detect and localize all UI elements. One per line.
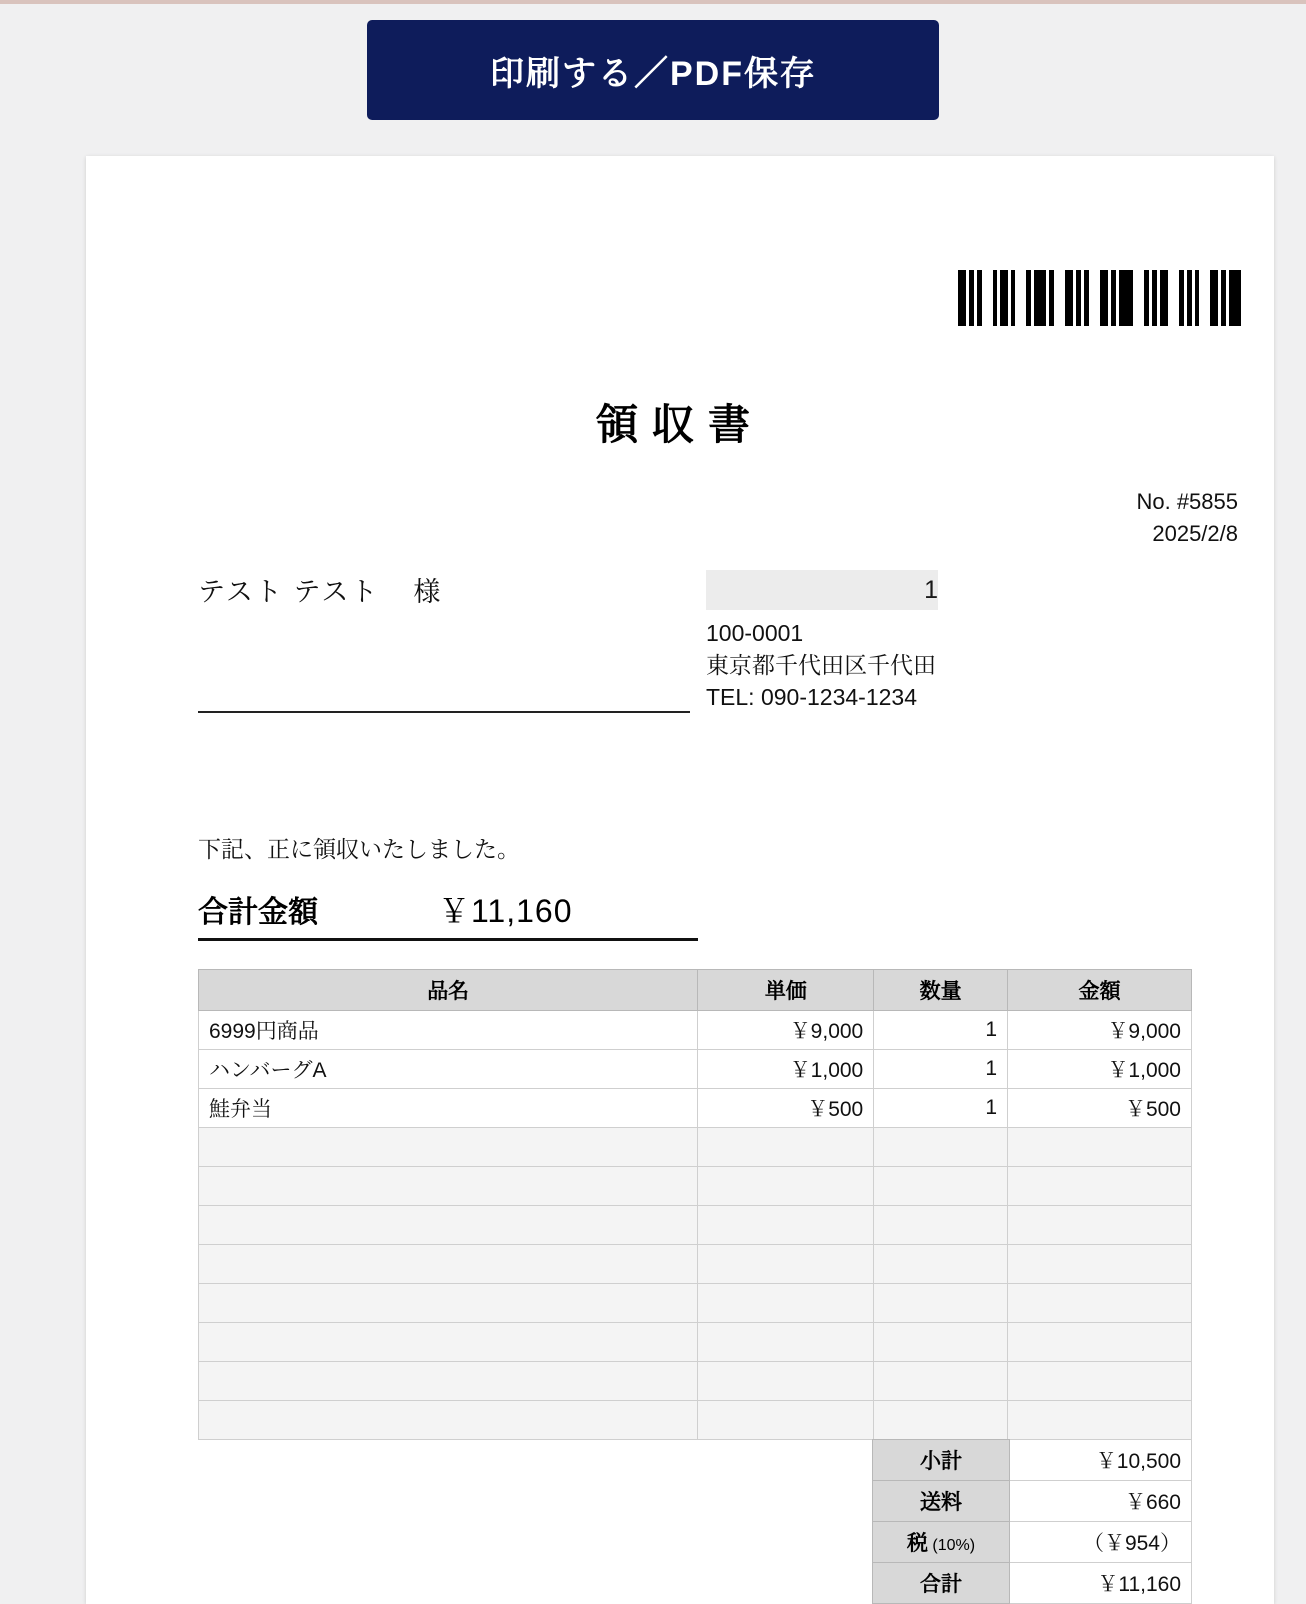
- summary-label: 合計: [873, 1563, 1010, 1604]
- summary-row: [873, 1522, 1192, 1563]
- table-row-empty: [199, 1128, 1192, 1167]
- cell-empty: [874, 1284, 1008, 1323]
- cell-empty: [1008, 1401, 1192, 1440]
- cell-empty: [199, 1284, 698, 1323]
- cell-name: 6999円商品: [199, 1011, 698, 1050]
- cell-empty: [874, 1323, 1008, 1362]
- table-row-empty: [199, 1323, 1192, 1362]
- cell-empty: [1008, 1128, 1192, 1167]
- print-toolbar: [0, 0, 1306, 120]
- summary-label: 税 (10%): [873, 1522, 1010, 1563]
- cell-empty: [874, 1206, 1008, 1245]
- barcode-bar: [1179, 270, 1184, 326]
- items-table: [198, 969, 1192, 1440]
- total-amount-value: ￥11,160: [438, 893, 573, 930]
- cell-empty: [698, 1206, 874, 1245]
- summary-row: [873, 1481, 1192, 1522]
- barcode-image: [958, 270, 1252, 326]
- total-amount-label: 合計金額: [198, 896, 318, 930]
- cell-empty: [1008, 1167, 1192, 1206]
- receipt-meta: [102, 486, 1258, 550]
- table-row-empty: [199, 1245, 1192, 1284]
- barcode-row: [102, 156, 1258, 326]
- table-row-empty: [199, 1401, 1192, 1440]
- table-row-empty: [199, 1167, 1192, 1206]
- summary-label-sub: (10%): [927, 1537, 976, 1555]
- cell-empty: [698, 1245, 874, 1284]
- cell-price: ￥1,000: [698, 1050, 874, 1089]
- column-header-qty: 数量: [874, 970, 1008, 1011]
- cell-empty: [1008, 1206, 1192, 1245]
- summary-row: [873, 1440, 1192, 1481]
- summary-value: ￥10,500: [1010, 1440, 1192, 1481]
- issuer-tel: TEL: 090-1234-1234: [706, 683, 917, 710]
- barcode-bar: [1152, 270, 1157, 326]
- total-amount-line: [198, 886, 698, 941]
- cell-empty: [698, 1401, 874, 1440]
- cell-amount: ￥1,000: [1008, 1050, 1192, 1089]
- cell-amount: ￥500: [1008, 1089, 1192, 1128]
- barcode-bar: [1011, 270, 1015, 326]
- customer-honorific: 様: [413, 576, 443, 607]
- cell-empty: [1008, 1284, 1192, 1323]
- issuer-address: 東京都千代田区千代田: [706, 652, 936, 679]
- summary-row: [873, 1563, 1192, 1604]
- issuer-block: [706, 570, 938, 714]
- cell-empty: [199, 1323, 698, 1362]
- summary-value: （￥954）: [1010, 1522, 1192, 1563]
- receipt-note: 下記、正に領収いたしました。: [198, 836, 520, 863]
- cell-empty: [199, 1128, 698, 1167]
- cell-empty: [1008, 1323, 1192, 1362]
- cell-empty: [874, 1128, 1008, 1167]
- cell-empty: [874, 1167, 1008, 1206]
- barcode-bar: [1187, 270, 1192, 326]
- cell-price: ￥9,000: [698, 1011, 874, 1050]
- cell-empty: [698, 1167, 874, 1206]
- barcode-bar: [1084, 270, 1089, 326]
- cell-empty: [199, 1362, 698, 1401]
- cell-empty: [1008, 1245, 1192, 1284]
- barcode-bar: [1144, 270, 1149, 326]
- cell-empty: [1008, 1362, 1192, 1401]
- barcode-bar: [1160, 270, 1168, 326]
- cell-empty: [199, 1401, 698, 1440]
- summary-label: 送料: [873, 1481, 1010, 1522]
- table-row-empty: [199, 1284, 1192, 1323]
- table-row: [199, 1050, 1192, 1089]
- barcode-bar: [1076, 270, 1081, 326]
- customer-name: テスト テスト: [198, 576, 380, 607]
- barcode-bar: [1195, 270, 1199, 326]
- cell-empty: [874, 1245, 1008, 1284]
- summary-value: ￥660: [1010, 1481, 1192, 1522]
- cell-empty: [874, 1401, 1008, 1440]
- cell-empty: [698, 1362, 874, 1401]
- cell-empty: [698, 1284, 874, 1323]
- table-row-empty: [199, 1206, 1192, 1245]
- column-header-price: 単価: [698, 970, 874, 1011]
- cell-empty: [199, 1206, 698, 1245]
- column-header-amount: 金額: [1008, 970, 1192, 1011]
- receipt-sheet: [86, 156, 1274, 1604]
- barcode-bar: [1119, 270, 1133, 326]
- cell-amount: ￥9,000: [1008, 1011, 1192, 1050]
- barcode-bar: [977, 270, 982, 326]
- customer-name-field: [198, 570, 690, 714]
- page-top-strip: [0, 0, 1306, 4]
- items-header-row: [199, 970, 1192, 1011]
- cell-qty: 1: [874, 1050, 1008, 1089]
- cell-name: ハンバーグA: [199, 1050, 698, 1089]
- cell-price: ￥500: [698, 1089, 874, 1128]
- barcode-bar: [1049, 270, 1054, 326]
- cell-empty: [698, 1323, 874, 1362]
- cell-empty: [698, 1128, 874, 1167]
- cell-empty: [199, 1245, 698, 1284]
- table-row: [199, 1089, 1192, 1128]
- issuer-name: 1: [706, 570, 938, 611]
- table-row-empty: [199, 1362, 1192, 1401]
- cell-empty: [199, 1167, 698, 1206]
- barcode-bar: [1229, 270, 1241, 326]
- barcode-bar: [1034, 270, 1046, 326]
- table-row: [199, 1011, 1192, 1050]
- barcode-bar: [1100, 270, 1108, 326]
- cell-empty: [874, 1362, 1008, 1401]
- cell-qty: 1: [874, 1011, 1008, 1050]
- print-pdf-button[interactable]: 印刷する／PDF保存: [367, 20, 939, 120]
- party-block: [102, 570, 1258, 714]
- issuer-postal: 100-0001: [706, 620, 804, 647]
- barcode-bar: [1221, 270, 1226, 326]
- receipt-date: 2025/2/8: [1152, 520, 1238, 546]
- barcode-bar: [1026, 270, 1031, 326]
- page-title: 領収書: [595, 401, 764, 448]
- summary-label: 小計: [873, 1440, 1010, 1481]
- summary-table: [872, 1439, 1192, 1604]
- barcode-bar: [958, 270, 966, 326]
- barcode-bar: [1065, 270, 1073, 326]
- cell-qty: 1: [874, 1089, 1008, 1128]
- receipt-number: No. #5855: [1136, 489, 1238, 514]
- summary-value: ￥11,160: [1010, 1563, 1192, 1604]
- barcode-bar: [1000, 270, 1008, 326]
- barcode-bar: [993, 270, 997, 326]
- cell-name: 鮭弁当: [199, 1089, 698, 1128]
- barcode-bar: [1210, 270, 1218, 326]
- barcode-bar: [1111, 270, 1116, 326]
- barcode-bar: [969, 270, 974, 326]
- column-header-name: 品名: [199, 970, 698, 1011]
